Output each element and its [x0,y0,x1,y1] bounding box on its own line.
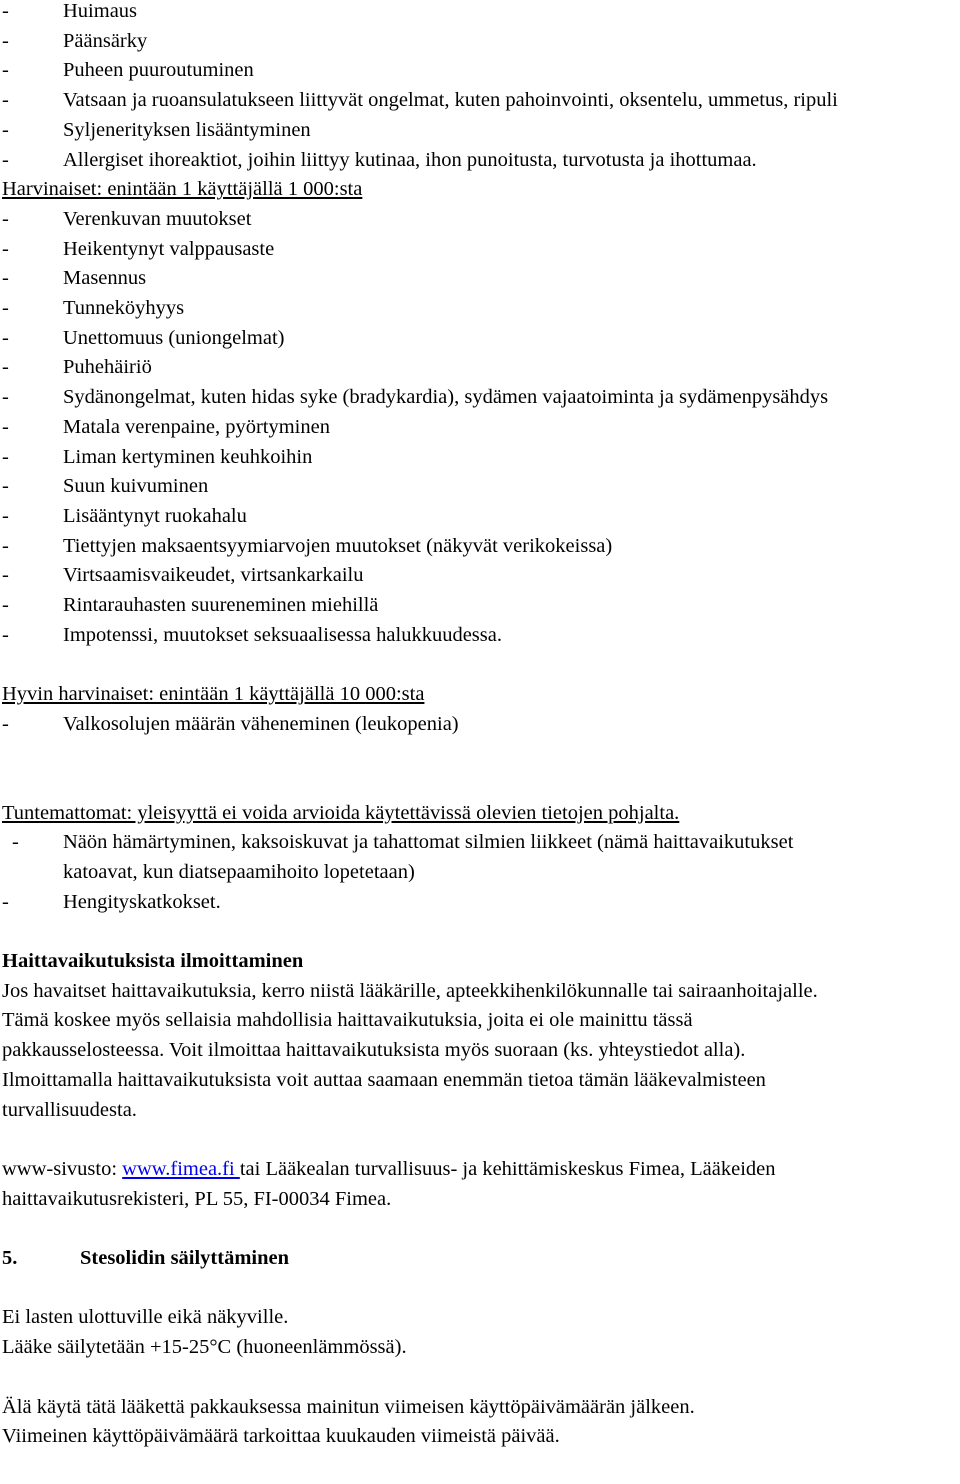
list-dash: - [2,623,9,646]
list-item-text: Suun kuivuminen [63,475,209,498]
list-item-text: Syljenerityksen lisääntyminen [63,118,311,141]
list-dash: - [2,0,9,22]
list-item [2,413,958,443]
list-item [2,324,958,354]
spacer [2,740,958,799]
list-dash: - [2,148,9,171]
list-item-text: Tiettyjen maksaentsyymiarvojen muutokset (näkyvät verikokeissa) [63,534,613,557]
list-item [2,383,958,413]
reporting-line: turvallisuudesta. [2,1098,137,1121]
rare-heading: Harvinaiset: enintään 1 käyttäjällä 1 000:sta [2,178,363,201]
list-item-text: Näön hämärtyminen, kaksoiskuvat ja tahattomat silmien liikkeet (nämä haittavaikutukset [63,831,794,854]
list-dash: - [2,326,9,349]
list-item-text: Virtsaamisvaikeudet, virtsankarkailu [63,564,364,587]
list-item-text: Matala verenpaine, pyörtyminen [63,415,330,438]
list-item [2,235,958,265]
list-item [2,443,958,473]
reporting-line: Jos havaitset haittavaikutuksia, kerro niistä lääkärille, apteekkihenkilökunnalle tai sairaanhoitajalle. [2,979,818,1002]
website-prefix: www-sivusto: [2,1157,123,1180]
list-item [2,888,958,918]
unknown-heading: Tuntemattomat: yleisyyttä ei voida arvioida käytettävissä olevien tietojen pohjalta. [2,801,680,824]
list-item [2,591,958,621]
list-dash: - [2,534,9,557]
rare-effects-list [2,205,958,651]
storage-line: Lääke säilytetään +15-25°C (huoneenlämmössä). [2,1336,407,1359]
list-item [2,146,958,176]
list-item-text: Allergiset ihoreaktiot, joihin liittyy kutinaa, ihon punoitusta, turvotusta ja ihottumaa. [63,148,757,171]
list-item-continuation: katoavat, kun diatsepaamihoito lopetetaan) [63,860,415,883]
section-5-heading [2,1244,958,1274]
list-item-text: Rintarauhasten suureneminen miehillä [63,594,379,617]
list-dash: - [2,564,9,587]
list-item-text: Liman kertyminen keuhkoihin [63,445,313,468]
list-item [2,56,958,86]
list-dash: - [2,29,9,52]
list-item [2,0,958,27]
list-item-text: Impotenssi, muutokset seksuaalisessa halukkuudessa. [63,623,502,646]
list-dash: - [2,356,9,379]
list-item-text: Puhehäiriö [63,356,152,379]
list-item-text: Huimaus [63,0,138,22]
list-item [2,828,958,858]
spacer [2,1274,958,1304]
list-dash: - [2,118,9,141]
list-dash: - [2,59,9,82]
reporting-heading: Haittavaikutuksista ilmoittaminen [2,950,304,973]
common-effects-list [2,0,958,175]
list-item-text: Hengityskatkokset. [63,890,221,913]
list-dash: - [2,475,9,498]
list-item [2,532,958,562]
list-item-text: Unettomuus (uniongelmat) [63,326,285,349]
list-item-text: Masennus [63,267,147,290]
reporting-line: Ilmoittamalla haittavaikutuksista voit auttaa saamaan enemmän tietoa tämän lääkevalmisteen [2,1068,766,1091]
list-item-text: Heikentynyt valppausaste [63,237,275,260]
list-item [2,116,958,146]
list-item [2,710,958,740]
list-item [2,294,958,324]
list-item [2,264,958,294]
spacer [2,1363,958,1393]
list-item-text: Lisääntynyt ruokahalu [63,504,247,527]
list-item [2,27,958,57]
list-dash: - [2,267,9,290]
list-item [2,353,958,383]
spacer [2,917,958,947]
list-item [2,472,958,502]
list-dash: - [2,386,9,409]
section-title: Stesolidin säilyttäminen [80,1247,290,1270]
very-rare-heading: Hyvin harvinaiset: enintään 1 käyttäjällä 10 000:sta [2,683,425,706]
list-item [2,561,958,591]
document-page [2,0,958,1452]
list-item [2,86,958,116]
list-item-text: Puheen puuroutuminen [63,59,254,82]
website-line [2,1155,958,1185]
list-dash: - [2,890,9,913]
reporting-line: pakkausselosteessa. Voit ilmoittaa haittavaikutuksista myös suoraan (ks. yhteystiedot alla). [2,1039,746,1062]
list-item-text: Verenkuvan muutokset [63,207,252,230]
list-dash: - [12,831,19,854]
website-suffix: tai Lääkealan turvallisuus- ja kehittämiskeskus Fimea, Lääkeiden [239,1157,776,1180]
list-item [2,205,958,235]
list-dash: - [2,594,9,617]
fimea-link[interactable]: www.fimea.fi [122,1157,240,1180]
list-dash: - [2,89,9,112]
very-rare-effects-list [2,710,958,740]
reporting-line: Tämä koskee myös sellaisia mahdollisia haittavaikutuksia, joita ei ole mainittu tässä [2,1009,693,1032]
list-dash: - [2,237,9,260]
storage-line: Ei lasten ulottuville eikä näkyville. [2,1306,289,1329]
list-item [2,502,958,532]
list-item-text: Tunneköyhyys [63,297,185,320]
list-item-text: Päänsärky [63,29,148,52]
list-dash: - [2,415,9,438]
list-item-text: Vatsaan ja ruoansulatukseen liittyvät ongelmat, kuten pahoinvointi, oksentelu, ummetus, ripuli [63,89,838,112]
registry-address: haittavaikutusrekisteri, PL 55, FI-00034 Fimea. [2,1187,392,1210]
list-item [2,621,958,651]
list-dash: - [2,207,9,230]
list-dash: - [2,297,9,320]
expiry-line: Älä käytä tätä lääkettä pakkauksessa mainitun viimeisen käyttöpäivämäärän jälkeen. [2,1395,695,1418]
list-item-text: Valkosolujen määrän väheneminen (leukopenia) [63,712,459,735]
list-dash: - [2,504,9,527]
list-item-text: Sydänongelmat, kuten hidas syke (bradykardia), sydämen vajaatoiminta ja sydämenpysähdys [63,386,829,409]
spacer [2,650,958,680]
spacer [2,1125,958,1155]
expiry-line: Viimeinen käyttöpäivämäärä tarkoittaa kuukauden viimeistä päivää. [2,1425,560,1448]
spacer [2,1214,958,1244]
list-dash: - [2,445,9,468]
list-dash: - [2,712,9,735]
section-number: 5. [2,1247,18,1270]
